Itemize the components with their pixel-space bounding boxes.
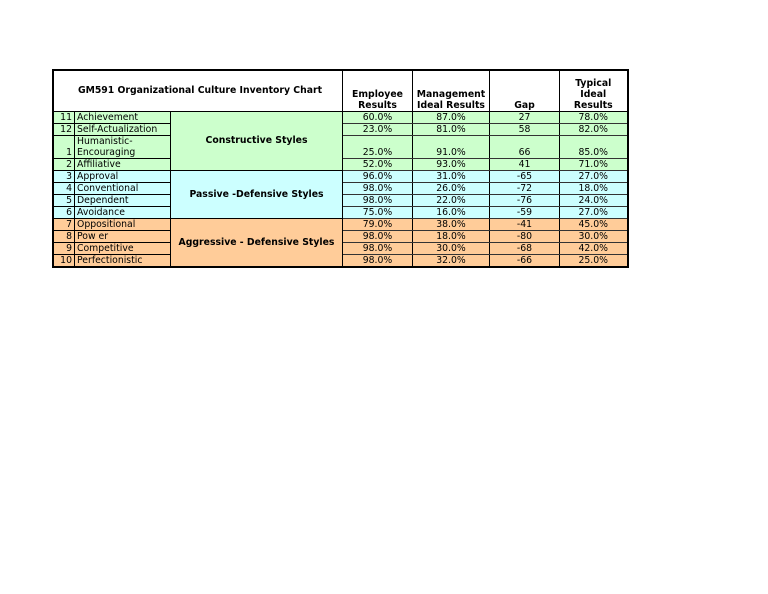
- gap-value: -72: [490, 182, 560, 194]
- gap-value: -68: [490, 242, 560, 254]
- management-ideal-header: Management Ideal Results: [413, 70, 490, 111]
- gap-value: 58: [490, 123, 560, 135]
- row-number: 12: [53, 123, 75, 135]
- typical-value: 42.0%: [560, 242, 628, 254]
- typical-value: 78.0%: [560, 111, 628, 123]
- style-name: Perfectionistic: [75, 254, 171, 267]
- management-value: 30.0%: [413, 242, 490, 254]
- gap-header: Gap: [490, 70, 560, 111]
- typical-value: 25.0%: [560, 254, 628, 267]
- typical-value: 27.0%: [560, 206, 628, 218]
- employee-value: 98.0%: [343, 242, 413, 254]
- gap-value: -80: [490, 230, 560, 242]
- typical-value: 45.0%: [560, 218, 628, 230]
- row-number: 2: [53, 158, 75, 170]
- employee-value: 98.0%: [343, 230, 413, 242]
- typical-value: 82.0%: [560, 123, 628, 135]
- employee-value: 98.0%: [343, 254, 413, 267]
- row-number: 7: [53, 218, 75, 230]
- management-value: 31.0%: [413, 170, 490, 182]
- employee-value: 75.0%: [343, 206, 413, 218]
- management-value: 26.0%: [413, 182, 490, 194]
- style-name: Achievement: [75, 111, 171, 123]
- typical-value: 71.0%: [560, 158, 628, 170]
- employee-value: 23.0%: [343, 123, 413, 135]
- management-value: 87.0%: [413, 111, 490, 123]
- style-name: Affiliative: [75, 158, 171, 170]
- management-value: 93.0%: [413, 158, 490, 170]
- gap-value: 41: [490, 158, 560, 170]
- style-name-line-2: Encouraging: [77, 146, 136, 158]
- style-name: Oppositional: [75, 218, 171, 230]
- gap-value: -66: [490, 254, 560, 267]
- gap-value: -65: [490, 170, 560, 182]
- style-name-line-1: Humanistic-: [77, 135, 133, 147]
- table-row: [53, 218, 628, 230]
- group-aggressive-defensive: Aggressive - Defensive Styles: [171, 218, 343, 267]
- header-row: [53, 70, 628, 111]
- row-number: 9: [53, 242, 75, 254]
- style-name: Avoidance: [75, 206, 171, 218]
- gap-value: -41: [490, 218, 560, 230]
- typical-ideal-header: Typical Ideal Results: [560, 70, 628, 111]
- employee-value: 25.0%: [343, 135, 413, 158]
- row-number: 5: [53, 194, 75, 206]
- culture-inventory-table: [52, 69, 629, 268]
- management-value: 38.0%: [413, 218, 490, 230]
- employee-value: 60.0%: [343, 111, 413, 123]
- typical-value: 18.0%: [560, 182, 628, 194]
- employee-value: 98.0%: [343, 182, 413, 194]
- management-value: 16.0%: [413, 206, 490, 218]
- row-number: 10: [53, 254, 75, 267]
- table-row: [53, 170, 628, 182]
- row-number: 11: [53, 111, 75, 123]
- style-name: [75, 135, 171, 158]
- group-passive-defensive: Passive -Defensive Styles: [171, 170, 343, 218]
- row-number: 3: [53, 170, 75, 182]
- management-value: 32.0%: [413, 254, 490, 267]
- typical-value: 30.0%: [560, 230, 628, 242]
- style-name: Approval: [75, 170, 171, 182]
- gap-value: -59: [490, 206, 560, 218]
- employee-value: 98.0%: [343, 194, 413, 206]
- style-name: Conventional: [75, 182, 171, 194]
- row-number: 8: [53, 230, 75, 242]
- row-number: 6: [53, 206, 75, 218]
- style-name: Dependent: [75, 194, 171, 206]
- management-value: 91.0%: [413, 135, 490, 158]
- employee-value: 52.0%: [343, 158, 413, 170]
- row-number: 1: [53, 135, 75, 158]
- employee-value: 96.0%: [343, 170, 413, 182]
- table-title: GM591 Organizational Culture Inventory Chart: [53, 70, 343, 111]
- table-row: [53, 111, 628, 123]
- typical-value: 27.0%: [560, 170, 628, 182]
- typical-value: 24.0%: [560, 194, 628, 206]
- employee-results-header: Employee Results: [343, 70, 413, 111]
- typical-value: 85.0%: [560, 135, 628, 158]
- employee-value: 79.0%: [343, 218, 413, 230]
- management-value: 81.0%: [413, 123, 490, 135]
- management-value: 18.0%: [413, 230, 490, 242]
- gap-value: 66: [490, 135, 560, 158]
- style-name: Competitive: [75, 242, 171, 254]
- gap-value: -76: [490, 194, 560, 206]
- group-constructive: Constructive Styles: [171, 111, 343, 170]
- management-value: 22.0%: [413, 194, 490, 206]
- gap-value: 27: [490, 111, 560, 123]
- style-name: Self-Actualization: [75, 123, 171, 135]
- row-number: 4: [53, 182, 75, 194]
- style-name: Pow er: [75, 230, 171, 242]
